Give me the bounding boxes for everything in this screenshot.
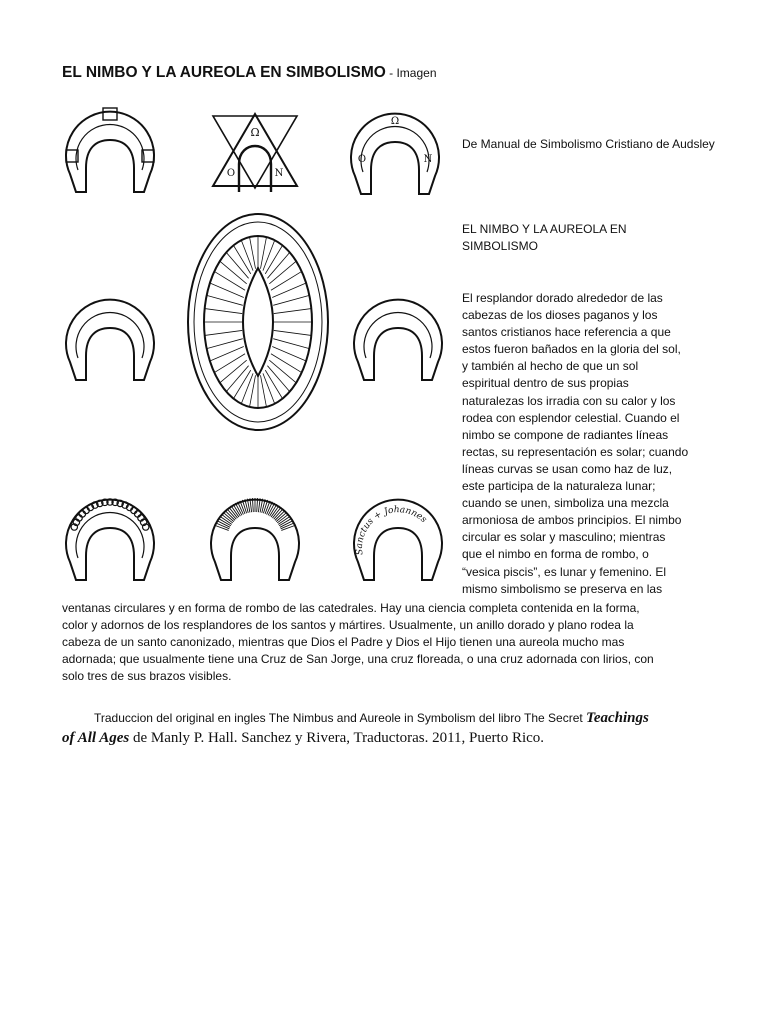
title-subtitle: - Imagen — [385, 66, 437, 80]
nimbus-cross-bars — [66, 108, 154, 192]
vesica-piscis — [188, 214, 328, 430]
nimbus-beaded — [66, 499, 154, 580]
body-line: cabeza de un santo canonizado, mientras que Dios el Padre y Dios el Hijo tienen una aureola mucho mas — [62, 635, 625, 650]
triangle-nimbus — [213, 114, 297, 192]
source-note: De Manual de Simbolismo Cristiano de Audsley — [462, 137, 715, 151]
body-line: color y adornos de los resplandores de los santos y mártires. Usualmente, un anillo dorado y plano rodea la — [62, 618, 634, 633]
sidebar-body-line: armoniosa de ambos principios. El nimbo — [462, 513, 682, 528]
nimbus-letters — [351, 114, 439, 194]
nimbus-plain-right — [354, 300, 442, 380]
sidebar-body-line: rodea con esplendor celestial. Cuando el — [462, 410, 680, 425]
sidebar-body — [462, 290, 732, 598]
sidebar-body-line: estos fueron bañados en la gloria del sol, — [462, 342, 681, 357]
cross-letter-left: O — [357, 154, 367, 165]
sidebar-body-line: mismo simbolismo se preserva en las — [462, 581, 663, 596]
sidebar-body-line: El resplandor dorado alrededor de las — [462, 291, 663, 305]
translation-credit — [62, 708, 712, 748]
translation-italic1: Teachings — [586, 710, 649, 726]
body-line: adornada; que usualmente tiene una Cruz de San Jorge, una cruz floreada, o una cruz adornada con lirios, con — [62, 652, 654, 667]
sidebar-body-line: santos cristianos hace referencia a que — [462, 325, 671, 340]
nimbus-inscribed — [354, 500, 442, 580]
body-text — [62, 600, 712, 685]
page-title — [62, 64, 437, 82]
triangle-letter-right: N — [274, 168, 284, 179]
sidebar-body-line: nimbo se compone de radiantes líneas — [462, 427, 669, 442]
triangle-letter-left: O — [226, 168, 236, 179]
cross-letter-top: Ω — [390, 116, 400, 127]
cross-letter-right: N — [423, 154, 433, 165]
nimbus-plain-left — [66, 300, 154, 380]
translation-italic2: of All Ages — [62, 730, 130, 746]
body-line: solo tres de sus brazos visibles. — [62, 669, 232, 684]
translation-part1: Traduccion del original en ingles The Nimbus and Aureole in Symbolism del libro The Secret — [94, 711, 587, 725]
sidebar-body-line: cabezas de los dioses paganos y los — [462, 308, 658, 323]
sidebar-body-line: espiritual dentro de sus propias — [462, 376, 629, 391]
title-main: EL NIMBO Y LA AUREOLA EN SIMBOLISMO — [62, 64, 386, 81]
sidebar-body-line: naturalezas los irradia con su calor y los — [462, 393, 676, 408]
sidebar-body-line: y también al hecho de que un sol — [462, 359, 639, 374]
sidebar-body-line: que el nimbo en forma de rombo, o — [462, 547, 649, 562]
sidebar-body-line: cuando se unen, simboliza una mezcla — [462, 496, 669, 511]
translation-part2: de Manly P. Hall. Sanchez y Rivera, Traductoras. 2011, Puerto Rico. — [129, 730, 545, 746]
sidebar-body-line: este participa de la naturaleza lunar; — [462, 479, 656, 494]
nimbus-radiating — [211, 498, 299, 580]
sidebar-heading: EL NIMBO Y LA AUREOLA EN SIMBOLISMO — [462, 222, 627, 254]
sidebar-body-line: líneas curvas se usan como haz de luz, — [462, 461, 673, 476]
body-line: ventanas circulares y en forma de rombo de las catedrales. Hay una ciencia completa contenida en la forma, — [62, 601, 640, 615]
sidebar-body-line: circular es solar y masculino; mientras — [462, 530, 666, 545]
sidebar-body-line: “vesica piscis”, es lunar y femenino. El — [462, 564, 667, 579]
seal-inscription: Sanctus + Johannes — [354, 505, 429, 556]
nimbus-illustrations — [60, 100, 460, 590]
triangle-letter-top: Ω — [250, 126, 260, 139]
sidebar-body-line: rectas, su representación es solar; cuando — [462, 444, 689, 459]
